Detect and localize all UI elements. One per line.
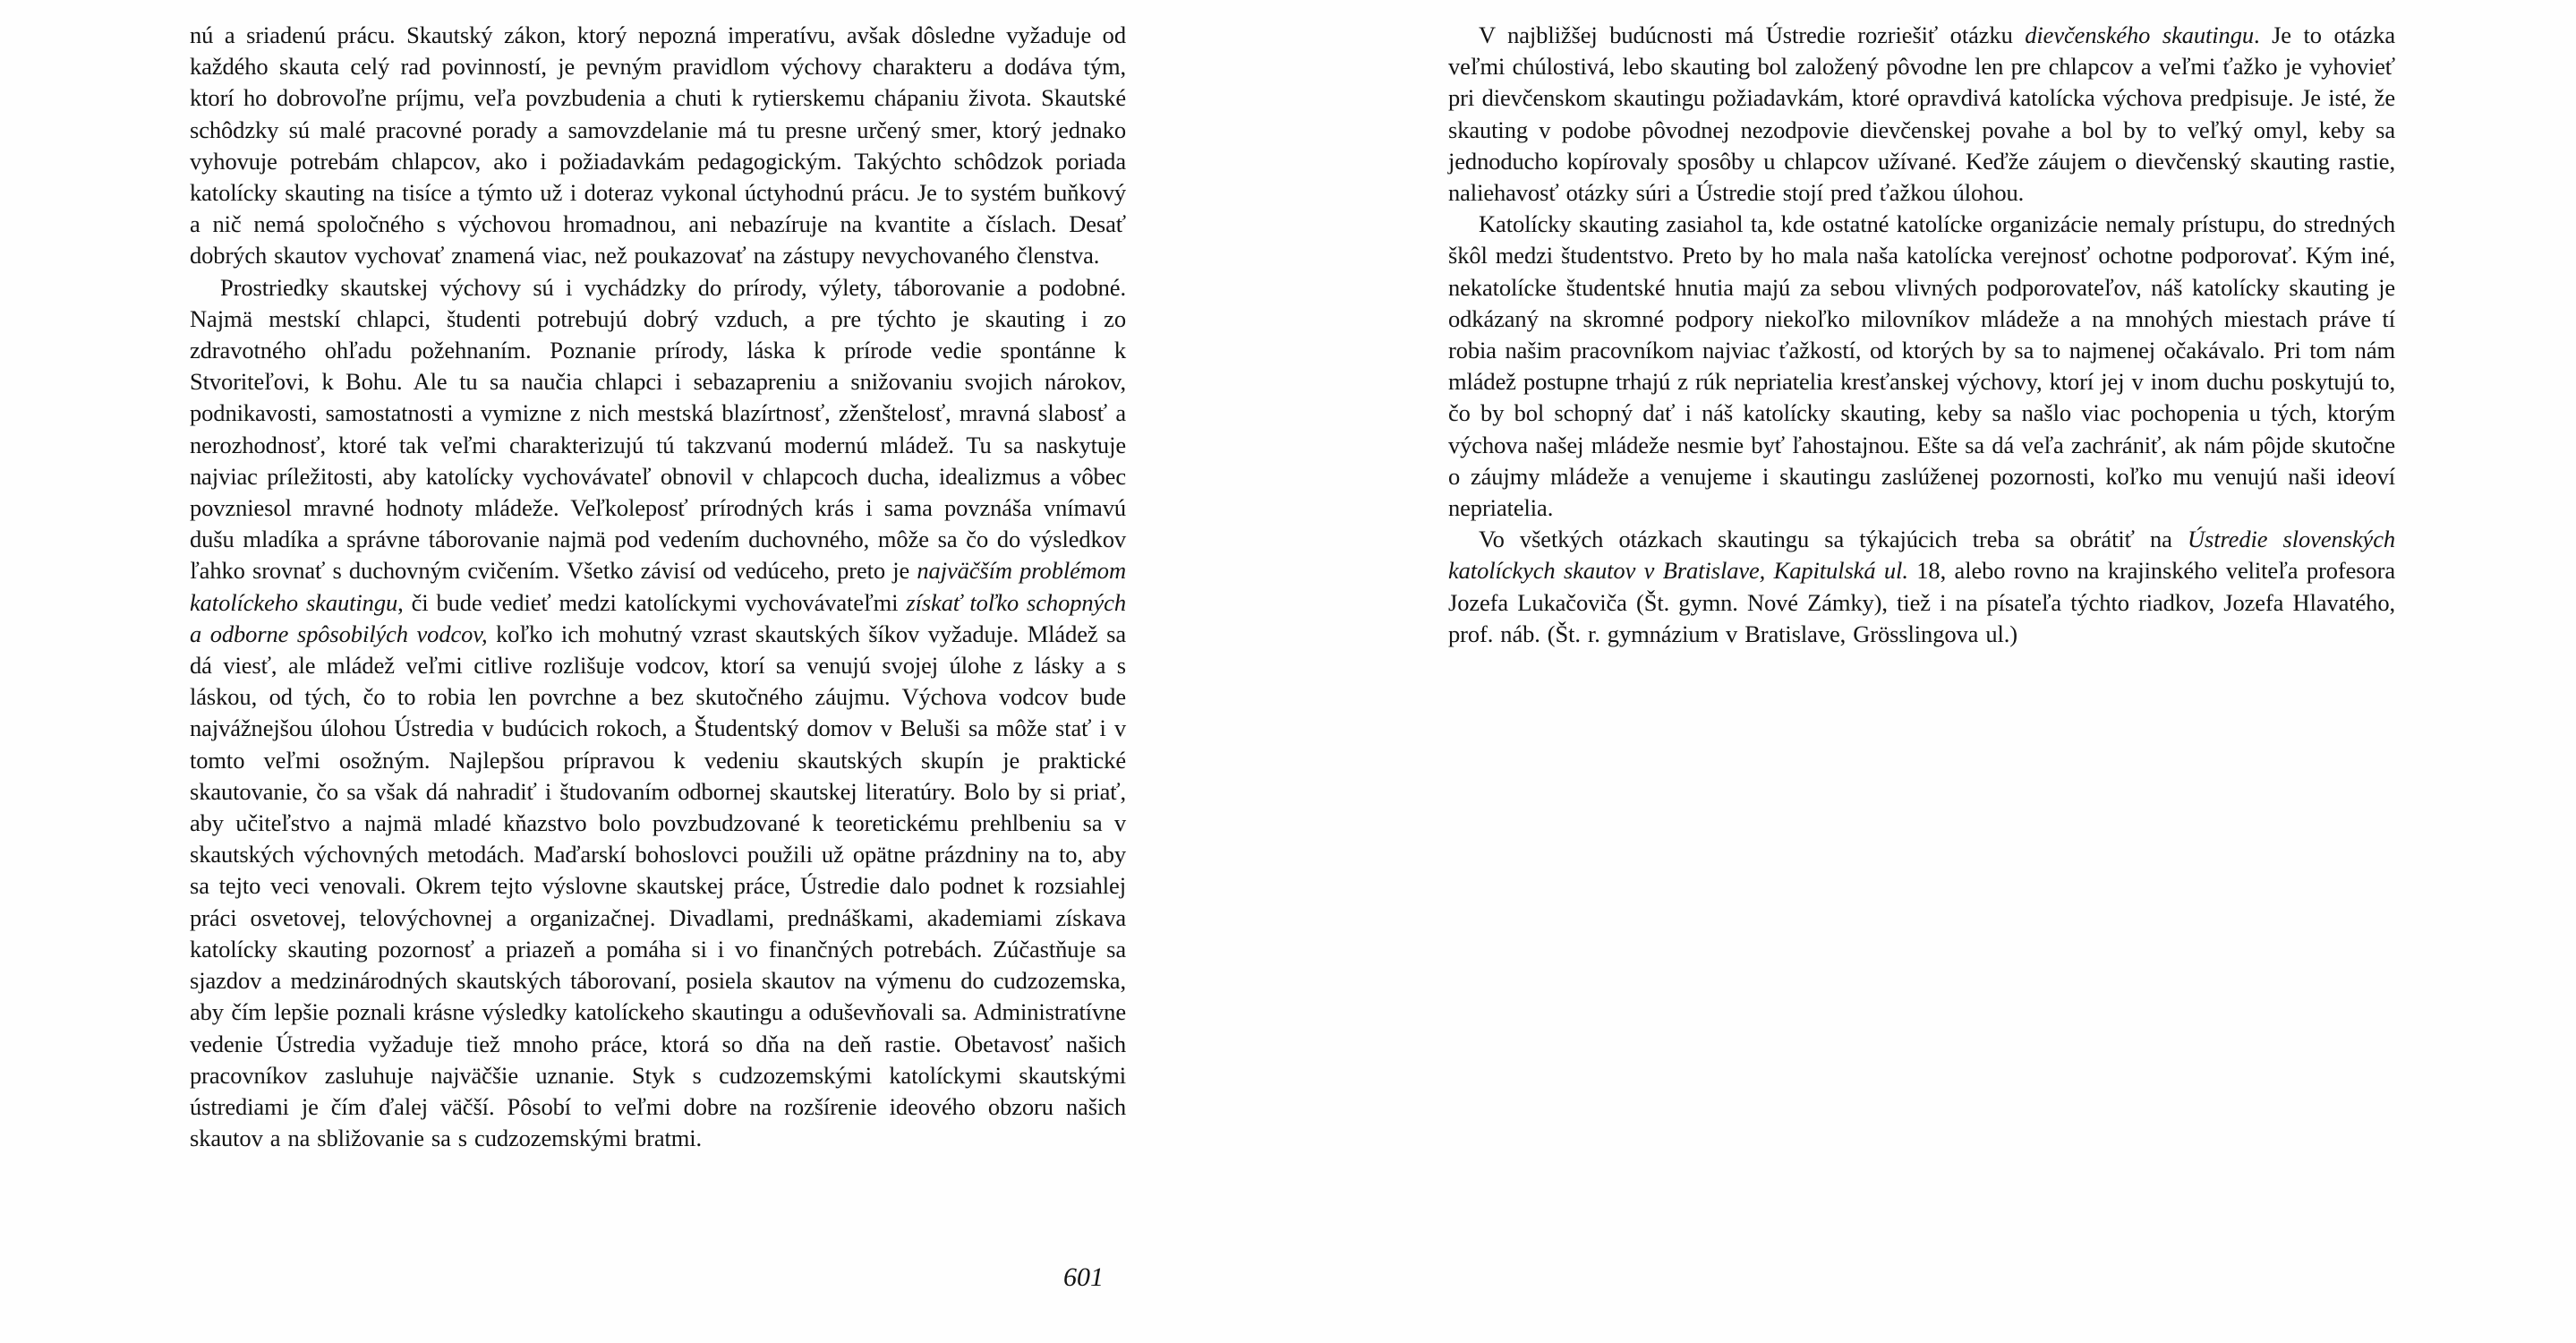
italic-text-segment: získať toľko schopných a odborne spôsobilých vodcov, — [190, 588, 1126, 647]
text-segment: Vo všetkých otázkach skautingu sa týkajúcich treba sa obrátiť na — [1479, 526, 2188, 553]
text-segment: 18, alebo rovno na krajinského veliteľa profesora Jozefa Lukačoviča (Št. gymn. Nové Zámky), tiež i na písateľa týchto riadkov, Jozefa Hlavatého, prof. náb. (Št. r. gymnázium v Bratislave, Grösslingova ul.) — [1448, 557, 2395, 647]
paragraph — [1448, 524, 2395, 650]
text-segment: nú a sriadenú prácu. Skautský zákon, ktorý nepozná imperatívu, avšak dôsledne vyžaduje od každého skauta celý rad povinností, je pevným pravidlom výchovy charakteru a dodáva tým, ktorí ho dobrovoľne príjmu, veľa povzbudenia a chuti k rytierskemu chápaniu života. Skautské schôdzky sú malé pracovné porady a samovzdelanie má tu presne určený smer, ktorý jednako vyhovuje potrebám chlapcov, ako i požiadavkám pedagogickým. Takýchto schôdzok poriada katolícky skauting na tisíce a týmto už i doteraz vykonal úctyhodnú prácu. Je to systém buňkový a nič nemá spoločného s výchovou hromadnou, ani nebazíruje na kvantite a číslach. Desať dobrých skautov vychovať znamená viac, než poukazovať na zástupy nevychovaného členstva. — [190, 21, 1126, 269]
italic-text-segment: Ústredie slovenských katolíckych skautov v Bratislave, Kapitulská ul. — [1448, 526, 2396, 585]
paragraph — [1448, 209, 2395, 524]
italic-text-segment: najväčším problémom katolíckeho skautingu — [190, 557, 1126, 616]
text-segment: Prostriedky skautskej výchovy sú i vychádzky do prírody, výlety, táborovanie a podobné. Najmä mestskí chlapci, študenti potrebujú dobrý vzduch, a pre týchto je skauting i zo zdravotného ohľadu požehnaním. Poznanie prírody, láska k prírode vedie spontánne k Stvoriteľovi, k Bohu. Ale tu sa naučia chlapci i sebazapreniu a snižovaniu svojich nárokov, podnikavosti, samostatnosti a vymizne z nich mestská blazírtnosť, zženštelosť, mravná slabosť a nerozhodnosť, ktoré tak veľmi charakterizujú tú takzvanú modernú mládež. Tu sa naskytuje najviac príležitosti, aby katolícky vychovávateľ obnovil v chlapcoch ducha, idealizmus a vôbec povzniesol mravné hodnoty mládeže. Veľkoleposť prírodných krás i sama povznáša vnímavú dušu mladíka a správne táborovanie najmä pod vedením duchovného, môže sa čo do výsledkov ľahko srovnať s duchovným cvičením. Všetko závisí od vedúceho, preto je — [190, 273, 1126, 585]
text-segment: . Je to otázka veľmi chúlostivá, lebo skauting bol založený pôvodne len pre chlapcov a veľmi ťažko je vyhovieť pri dievčenskom skautingu požiadavkám, ktoré opravdivá katolícka výchova predpisuje. Je isté, že skauting v podobe pôvodnej nezodpovie dievčenskej povahe a bol by to veľký omyl, keby sa jednoducho kopírovaly sposôby u chlapcov užívané. Keďže záujem o dievčenský skauting rastie, naliehavosť otázky súri a Ústredie stojí pred ťažkou úlohou. — [1448, 21, 2395, 207]
text-segment: koľko ich mohutný vzrast skautských šíkov vyžaduje. Mládež sa dá viesť, ale mládež veľmi citlive rozlišuje vodcov, ktorí sa venujú svojej úlohe z lásky a s láskou, od tých, čo to robia len povrchne a bez skutočného záujmu. Výchova vodcov bude najvážnejšou úlohou Ústredia v budúcich rokoch, a Študentský domov v Beluši sa môže stať i v tomto veľmi osožným. Najlepšou prípravou k vedeniu skautských skupín je praktické skautovanie, čo sa však dá nahradiť i študovaním odbornej skautskej literatúry. Bolo by si priať, aby učiteľstvo a najmä mladé kňazstvo bolo povzbudzované k teoretickému prehlbeniu sa v skautských výchovných metodách. Maďarskí bohoslovci použili už opätne prázdniny na to, aby sa tejto veci venovali. Okrem tejto výslovne skautskej práce, Ústredie dalo podnet k rozsiahlej práci osvetovej, telovýchovnej a organizačnej. Divadlami, prednáškami, akademiami získava katolícky skauting pozornosť a priazeň a pomáha si i vo finančných potrebách. Zúčastňuje sa sjazdov a medzinárodných skautských táborovaní, posiela skautov na výmenu do cudzozemska, aby čím lepšie poznali krásne výsledky katolíckeho skautingu a oduševňovali sa. Administratívne vedenie Ústredia vyžaduje tiež mnoho práce, ktorá so dňa na deň rastie. Obetavosť našich pracovníkov zasluhuje najväčšie uznanie. Styk s cudzozemskými katolíckymi skautskými ústrediami je čím ďalej väčší. Pôsobí to veľmi dobre na rozšírenie ideového obzoru našich skautov a na sbližovanie sa s cudzozemskými bratmi. — [190, 620, 1126, 1152]
text-segment: , či bude vedieť medzi katolíckymi vychovávateľmi — [397, 588, 907, 616]
paragraph — [1448, 20, 2395, 209]
italic-text-segment: dievčenského skautingu — [2025, 21, 2255, 48]
text-segment: V najbližšej budúcnosti má Ústredie rozriešiť otázku — [1479, 21, 2026, 48]
right-page-text-column — [1448, 20, 2395, 650]
paragraph — [190, 20, 1126, 272]
text-segment: Katolícky skauting zasiahol ta, kde ostatné katolícke organizácie nemaly prístupu, do stredných škôl medzi študentstvo. Preto by ho mala naša katolícka verejnosť ochotne podporovať. Kým iné, nekatolícke študentské hnutia majú za sebou vlivných podporovateľov, náš katolícky skauting je odkázaný na skromné podpory niekoľko milovníkov mládeže a na mnohých miestach práve tí robia našim pracovníkom najviac ťažkostí, od ktorých by sa to najmenej očakávalo. Pri tom nám mládež postupne trhajú z rúk nepriatelia kresťanskej výchovy, ktorí jej v inom duchu poskytujú to, čo by bol schopný dať i náš katolícky skauting, keby sa našlo viac pochopenia u tých, ktorým výchova našej mládeže nesmie byť ľahostajnou. Ešte sa dá veľa zachrániť, ak nám pôjde skutočne o záujmy mládeže a venujeme i skautingu zaslúženej pozornosti, koľko mu venujú naši ideoví nepriatelia. — [1448, 210, 2395, 522]
left-page-text-column — [190, 20, 1126, 1154]
page-number: 601 — [1063, 1262, 1104, 1292]
paragraph — [190, 272, 1126, 1155]
